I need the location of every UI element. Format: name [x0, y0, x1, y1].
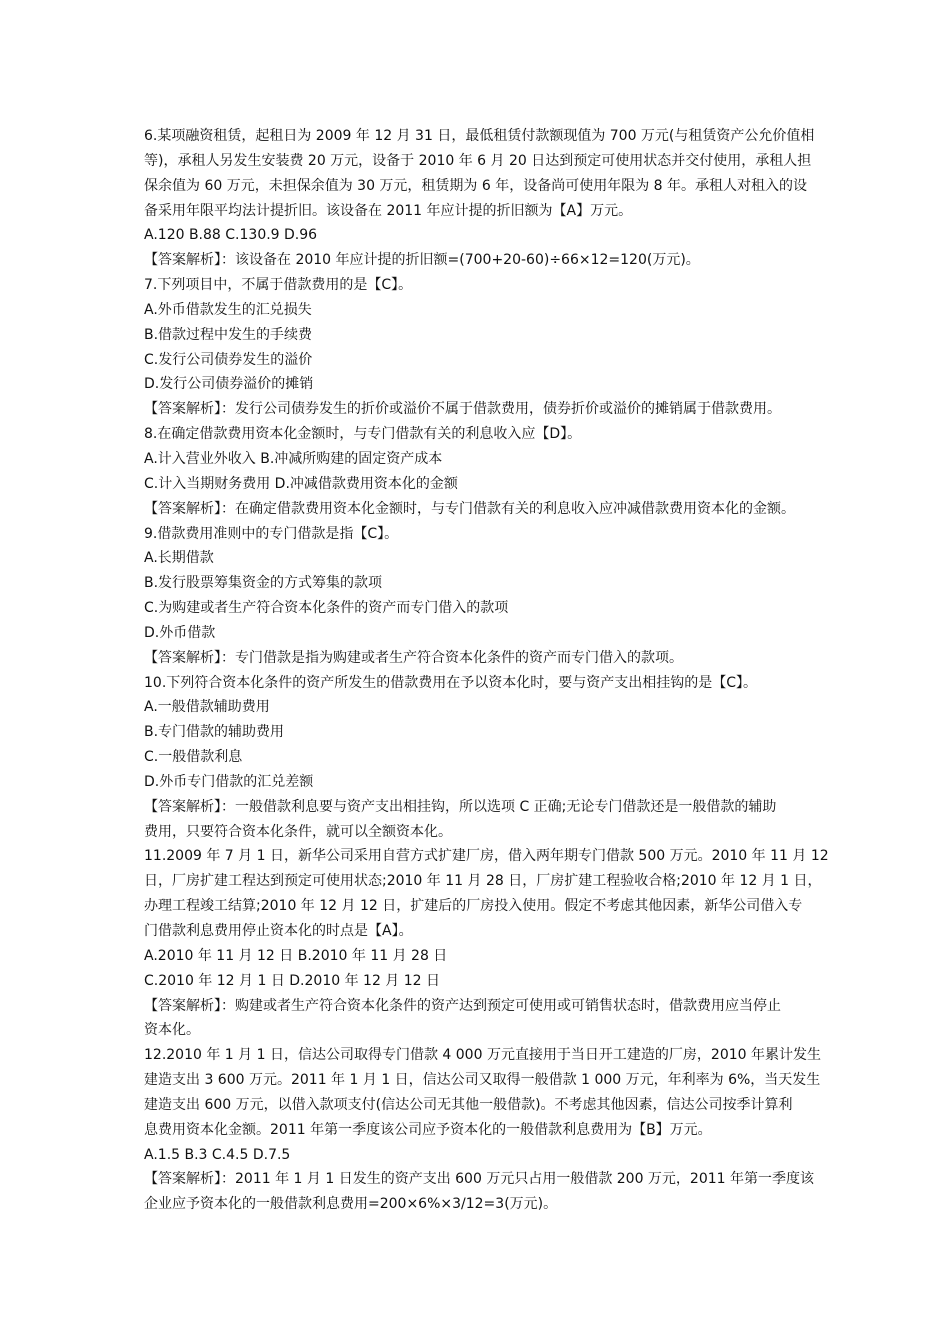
- text-line: A.2010 年 11 月 12 日 B.2010 年 11 月 28 日: [144, 947, 448, 964]
- text-line: B.借款过程中发生的手续费: [144, 326, 313, 343]
- text-line: A.一般借款辅助费用: [144, 699, 270, 716]
- text-line: 费用，只要符合资本化条件，就可以全额资本化。: [144, 823, 452, 840]
- text-line: 8.在确定借款费用资本化金额时，与专门借款有关的利息收入应【D】。: [144, 426, 582, 443]
- text-line: 息费用资本化金额。2011 年第一季度该公司应予资本化的一般借款利息费用为【B】万元。: [144, 1121, 712, 1138]
- text-line: 7.下列项目中，不属于借款费用的是【C】。: [144, 277, 413, 294]
- text-line: 办理工程竣工结算;2010 年 12 月 12 日，扩建后的厂房投入使用。假定不考虑其他因素，新华公司借入专: [144, 898, 803, 915]
- text-line: 企业应予资本化的一般借款利息费用=200×6%×3/12=3(万元)。: [144, 1196, 558, 1213]
- text-line: A.120 B.88 C.130.9 D.96: [144, 227, 318, 244]
- text-line: 保余值为 60 万元，未担保余值为 30 万元，租赁期为 6 年，设备尚可使用年限为 8 年。承租人对租入的设: [144, 177, 808, 194]
- text-line: 【答案解析】：2011 年 1 月 1 日发生的资产支出 600 万元只占用一般借款 200 万元，2011 年第一季度该: [144, 1171, 815, 1188]
- text-line: 10.下列符合资本化条件的资产所发生的借款费用在予以资本化时，要与资产支出相挂钩的是【C】。: [144, 674, 758, 691]
- text-line: 9.借款费用准则中的专门借款是指【C】。: [144, 525, 399, 542]
- text-line: 【答案解析】：一般借款利息要与资产支出相挂钩，所以选项 C 正确;无论专门借款还是一般借款的辅助: [144, 798, 777, 815]
- text-line: 备采用年限平均法计提折旧。该设备在 2011 年应计提的折旧额为【A】万元。: [144, 202, 633, 219]
- text-line: A.计入营业外收入 B.冲减所购建的固定资产成本: [144, 450, 443, 467]
- text-line: 日，厂房扩建工程达到预定可使用状态;2010 年 11 月 28 日，厂房扩建工程验收合格;2010 年 12 月 1 日，: [144, 873, 822, 890]
- text-line: A.1.5 B.3 C.4.5 D.7.5: [144, 1146, 291, 1163]
- text-line: 12.2010 年 1 月 1 日，信达公司取得专门借款 4 000 万元直接用于当日开工建造的厂房，2010 年累计发生: [144, 1047, 822, 1064]
- text-line: 【答案解析】：购建或者生产符合资本化条件的资产达到预定可使用或可销售状态时，借款费用应当停止: [144, 997, 781, 1014]
- text-line: 【答案解析】：该设备在 2010 年应计提的折旧额=(700+20-60)÷66×12=120(万元)。: [144, 252, 700, 269]
- text-line: 门借款利息费用停止资本化的时点是【A】。: [144, 923, 413, 939]
- text-line: 【答案解析】：专门借款是指为购建或者生产符合资本化条件的资产而专门借入的款项。: [144, 649, 683, 666]
- text-line: 6.某项融资租赁，起租日为 2009 年 12 月 31 日，最低租赁付款额现值为 700 万元(与租赁资产公允价值相: [144, 128, 815, 144]
- text-line: D.外币借款: [144, 624, 216, 641]
- text-line: 【答案解析】：发行公司债券发生的折价或溢价不属于借款费用，债券折价或溢价的摊销属于借款费用。: [144, 401, 781, 418]
- text-line: B.发行股票筹集资金的方式筹集的款项: [144, 575, 383, 592]
- text-line: C.为购建或者生产符合资本化条件的资产而专门借入的款项: [144, 600, 509, 617]
- text-line: C.一般借款利息: [144, 749, 243, 766]
- text-line: C.发行公司债券发生的溢价: [144, 351, 313, 368]
- text-line: 11.2009 年 7 月 1 日，新华公司采用自营方式扩建厂房，借入两年期专门借款 500 万元。2010 年 11 月 12: [144, 848, 829, 865]
- text-line: D.外币专门借款的汇兑差额: [144, 773, 314, 790]
- document-body: [144, 124, 829, 1217]
- text-line: 等)，承租人另发生安装费 20 万元，设备于 2010 年 6 月 20 日达到预定可使用状态并交付使用，承租人担: [144, 152, 812, 169]
- text-line: 建造支出 3 600 万元。2011 年 1 月 1 日，信达公司又取得一般借款 1 000 万元，年利率为 6%，当天发生: [144, 1072, 821, 1089]
- text-line: C.2010 年 12 月 1 日 D.2010 年 12 月 12 日: [144, 972, 441, 989]
- text-line: 建造支出 600 万元，以借入款项支付(信达公司无其他一般借款)。不考虑其他因素，信达公司按季计算利: [144, 1096, 793, 1113]
- text-line: A.长期借款: [144, 550, 214, 567]
- text-line: B.专门借款的辅助费用: [144, 724, 285, 741]
- text-line: C.计入当期财务费用 D.冲减借款费用资本化的金额: [144, 475, 458, 492]
- text-line: A.外币借款发生的汇兑损失: [144, 301, 312, 318]
- text-line: 【答案解析】：在确定借款费用资本化金额时，与专门借款有关的利息收入应冲减借款费用资本化的金额。: [144, 500, 795, 517]
- text-line: 资本化。: [144, 1022, 200, 1039]
- text-line: D.发行公司债券溢价的摊销: [144, 376, 314, 393]
